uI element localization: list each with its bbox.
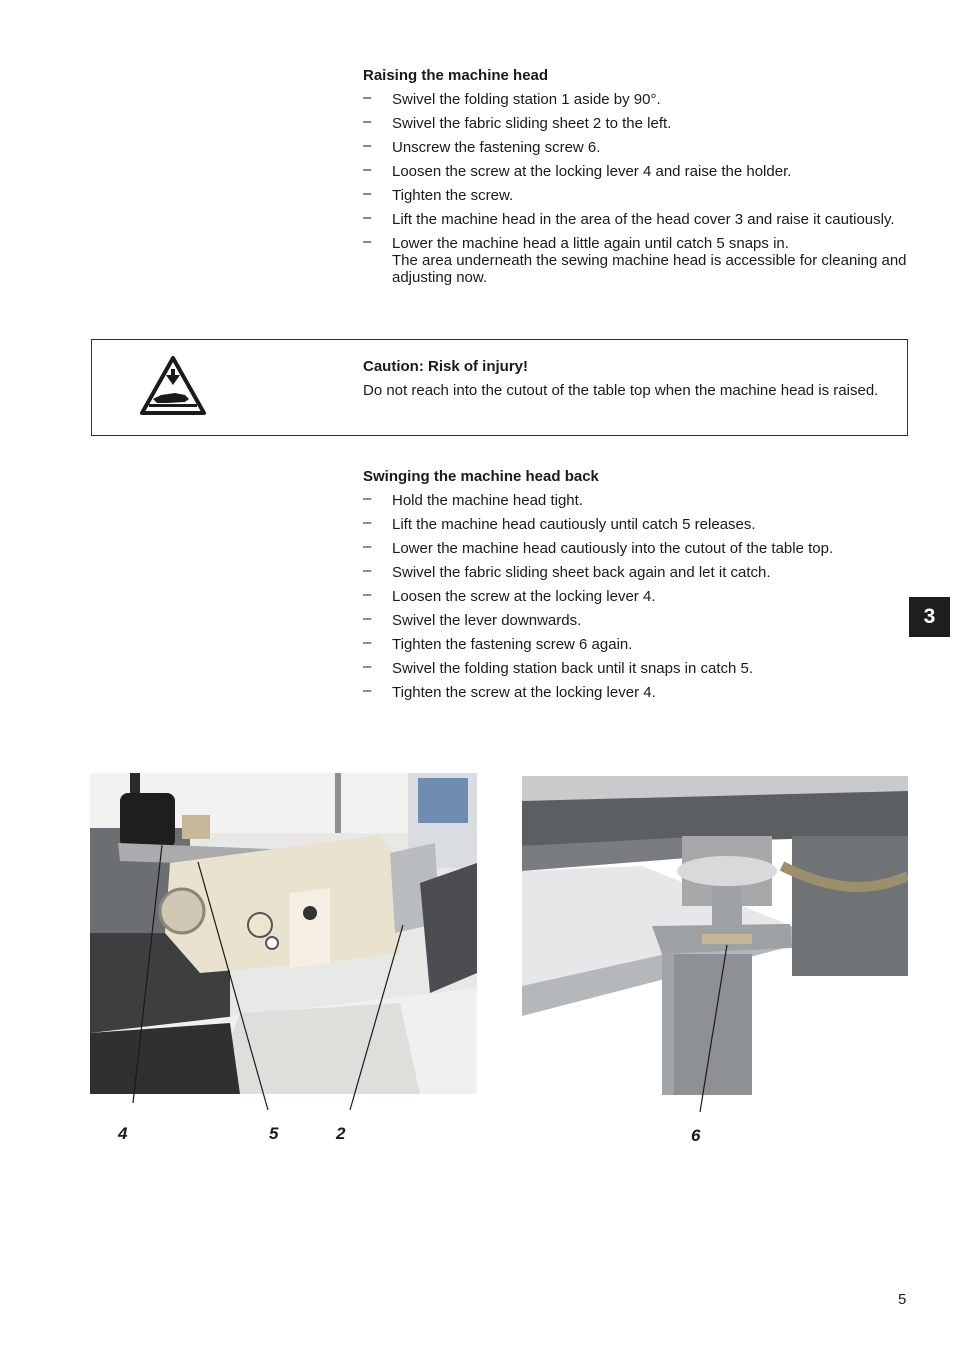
callout-4: 4 — [118, 1124, 128, 1143]
list-item: – Hold the machine head tight. — [363, 490, 583, 509]
list-item: – Tighten the screw. — [363, 185, 514, 204]
list-item: – Lift the machine head in the area of the head cover 3 and raise it cautiously. — [363, 209, 895, 228]
sewing-machine-illustration — [90, 773, 477, 1094]
callout-5: 5 — [269, 1124, 279, 1143]
callout-2: 2 — [336, 1124, 346, 1143]
swinging-heading: Swinging the machine head back — [363, 468, 599, 485]
raising-heading: Raising the machine head — [363, 67, 549, 84]
list-item-note: The area underneath the sewing machine head is accessible for cleaning and adjusting now. — [392, 252, 907, 286]
list-item: – Swivel the lever downwards. — [363, 610, 582, 629]
list-item: – Loosen the screw at the locking lever 4 and raise the holder. — [363, 161, 792, 180]
list-item: – Lower the machine head a little again until catch 5 snaps in. The area underneath the sewing machine head is accessible for cleaning and adjusting now. — [363, 233, 907, 286]
list-item: – Swivel the folding station back until it snaps in catch 5. — [363, 658, 754, 677]
raising-section — [363, 67, 908, 293]
list-item: – Loosen the screw at the locking lever 4. — [363, 586, 656, 605]
caution-title: Caution: Risk of injury! — [363, 358, 528, 375]
raising-steps — [363, 91, 908, 286]
list-item: – Tighten the screw at the locking lever 4. — [363, 682, 656, 701]
support-column-illustration — [522, 776, 908, 1095]
swinging-steps — [363, 492, 908, 701]
chapter-tab: 3 — [909, 597, 950, 637]
list-item: – Lower the machine head cautiously into the cutout of the table top. — [363, 538, 834, 557]
caution-box — [91, 339, 908, 436]
hand-crush-warning-icon — [139, 355, 207, 417]
list-item: – Swivel the folding station 1 aside by 90°. — [363, 89, 661, 108]
list-item: – Swivel the fabric sliding sheet back again and let it catch. — [363, 562, 771, 581]
support-column-photo — [522, 776, 908, 1095]
list-item: – Lift the machine head cautiously until catch 5 releases. — [363, 514, 756, 533]
page-number: 5 — [898, 1291, 907, 1308]
caution-text — [363, 358, 903, 399]
sewing-machine-photo — [90, 773, 477, 1094]
callout-6: 6 — [691, 1126, 701, 1145]
list-item: – Unscrew the fastening screw 6. — [363, 137, 601, 156]
list-item: – Swivel the fabric sliding sheet 2 to the left. — [363, 113, 672, 132]
caution-body: Do not reach into the cutout of the table top when the machine head is raised. — [363, 382, 879, 399]
list-item: – Tighten the fastening screw 6 again. — [363, 634, 633, 653]
swinging-section — [363, 468, 908, 708]
